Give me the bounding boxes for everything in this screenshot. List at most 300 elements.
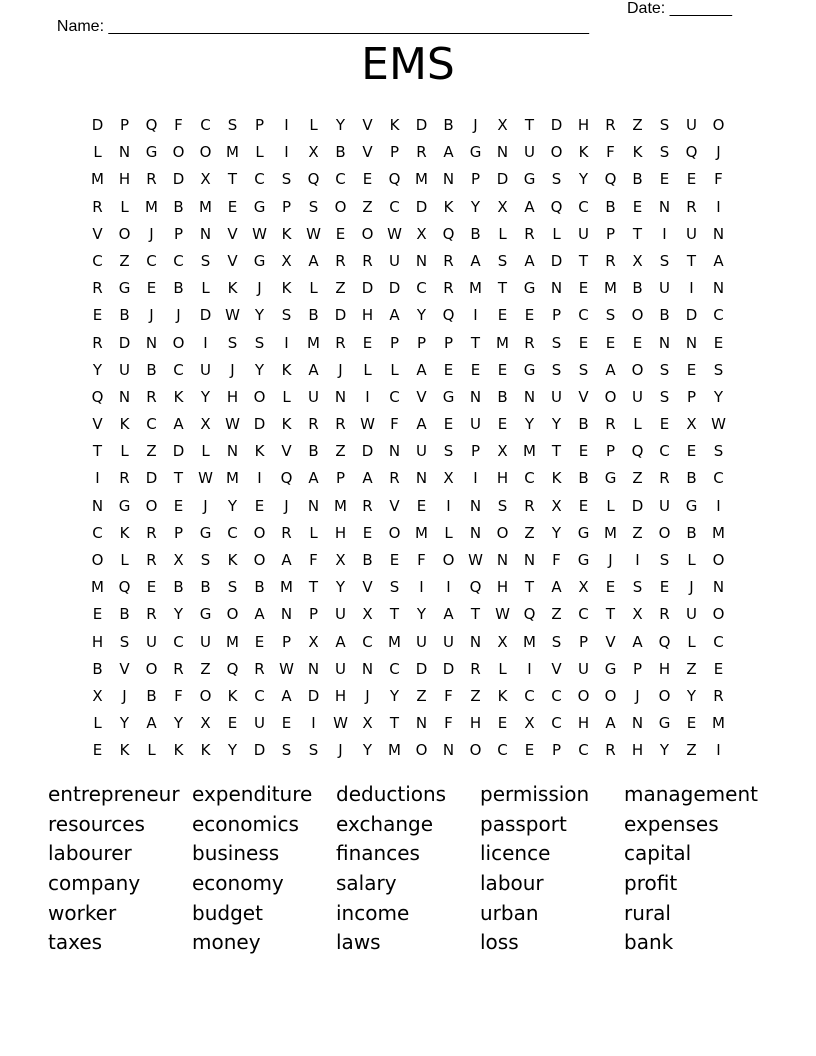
grid-letter: G — [199, 523, 212, 542]
grid-letter: K — [254, 442, 265, 461]
grid-letter: V — [227, 251, 238, 270]
grid-letter: G — [604, 659, 617, 678]
grid-letter: X — [632, 605, 643, 624]
grid-row — [84, 166, 732, 193]
grid-letter: F — [444, 714, 453, 733]
grid-letter: G — [469, 143, 482, 162]
grid-letter: T — [173, 469, 184, 488]
grid-letter: N — [658, 333, 671, 352]
grid-letter: Q — [145, 116, 158, 134]
grid-letter: T — [524, 116, 535, 134]
grid-letter: C — [578, 306, 589, 325]
grid-letter: R — [146, 523, 157, 542]
grid-letter: X — [497, 197, 508, 216]
grid-letter: O — [658, 523, 671, 542]
grid-row — [84, 574, 732, 601]
grid-letter: L — [120, 442, 129, 461]
grid-letter: L — [498, 659, 507, 678]
grid-letter: E — [605, 333, 616, 352]
grid-letter: B — [146, 360, 157, 379]
grid-letter: Z — [119, 251, 130, 270]
grid-letter: R — [605, 415, 616, 434]
grid-letter: N — [280, 605, 293, 624]
grid-letter: I — [527, 659, 532, 678]
grid-letter: N — [523, 551, 536, 569]
grid-letter: Z — [686, 741, 697, 760]
grid-letter: P — [389, 143, 400, 162]
grid-row — [84, 493, 732, 520]
grid-letter: Z — [362, 197, 373, 216]
grid-letter: Q — [91, 387, 104, 406]
grid-letter: A — [443, 605, 454, 624]
grid-letter: D — [145, 469, 158, 488]
grid-letter: J — [716, 143, 721, 162]
grid-letter: E — [173, 496, 184, 515]
grid-letter: E — [578, 442, 589, 461]
grid-letter: X — [551, 496, 562, 515]
word-list-item: licence — [480, 841, 551, 866]
word-list-item: entrepreneur — [48, 782, 180, 806]
grid-letter: J — [257, 279, 262, 298]
grid-letter: O — [577, 686, 590, 705]
grid-letter: Z — [686, 659, 697, 678]
grid-letter: O — [199, 686, 212, 705]
grid-letter: J — [149, 224, 154, 243]
grid-letter: P — [173, 224, 184, 243]
grid-letter: M — [469, 279, 482, 298]
grid-letter: R — [713, 686, 724, 705]
grid-letter: Q — [685, 143, 698, 162]
grid-letter: K — [200, 741, 211, 760]
grid-letter: L — [552, 224, 561, 243]
grid-letter: J — [689, 578, 694, 597]
grid-letter: L — [120, 197, 129, 216]
grid-letter: M — [307, 333, 320, 352]
grid-letter: O — [631, 360, 644, 379]
word-list-item: loss — [480, 930, 519, 955]
grid-letter: J — [338, 741, 343, 760]
grid-letter: T — [578, 251, 589, 270]
word-list-item: finances — [336, 841, 420, 866]
grid-letter: X — [335, 551, 346, 569]
grid-letter: N — [145, 333, 158, 352]
grid-letter: S — [227, 116, 238, 134]
grid-letter: M — [280, 578, 293, 597]
grid-letter: R — [308, 415, 319, 434]
grid-letter: R — [605, 251, 616, 270]
grid-letter: E — [416, 496, 427, 515]
grid-letter: L — [444, 523, 453, 542]
grid-letter: E — [389, 551, 400, 569]
grid-letter: U — [254, 714, 265, 733]
grid-letter: F — [174, 116, 183, 134]
grid-letter: R — [524, 333, 535, 352]
grid-letter: B — [362, 551, 373, 569]
grid-letter: S — [551, 333, 562, 352]
grid-letter: N — [442, 170, 455, 189]
grid-letter: Q — [469, 578, 482, 597]
grid-letter: S — [713, 360, 724, 379]
grid-letter: N — [469, 387, 482, 406]
grid-letter: T — [632, 224, 643, 243]
grid-letter: U — [119, 360, 130, 379]
word-list-item: money — [192, 930, 261, 955]
grid-letter: V — [416, 387, 427, 406]
grid-letter: L — [255, 143, 264, 162]
grid-letter: H — [577, 116, 590, 134]
grid-letter: N — [226, 442, 239, 461]
grid-letter: B — [605, 197, 616, 216]
grid-letter: W — [711, 415, 726, 434]
grid-letter: I — [473, 469, 478, 488]
grid-letter: E — [659, 170, 670, 189]
grid-letter: O — [388, 523, 401, 542]
grid-row — [84, 737, 732, 764]
grid-letter: M — [199, 197, 212, 216]
grid-letter: C — [389, 387, 400, 406]
grid-letter: K — [227, 551, 238, 569]
grid-letter: C — [497, 741, 508, 760]
word-list-item: economy — [192, 871, 284, 896]
grid-letter: P — [605, 442, 616, 461]
grid-letter: E — [659, 415, 670, 434]
grid-letter: S — [605, 306, 616, 325]
grid-letter: N — [118, 143, 131, 162]
grid-letter: P — [470, 170, 481, 189]
grid-letter: S — [200, 551, 211, 569]
grid-letter: L — [498, 224, 507, 243]
grid-letter: R — [362, 251, 373, 270]
grid-letter: X — [416, 224, 427, 243]
word-list-item: laws — [336, 930, 381, 955]
grid-letter: Z — [416, 686, 427, 705]
grid-letter: M — [523, 442, 536, 461]
grid-letter: E — [497, 306, 508, 325]
grid-letter: X — [362, 605, 373, 624]
grid-letter: E — [362, 170, 373, 189]
grid-row — [84, 194, 732, 221]
grid-letter: T — [524, 578, 535, 597]
grid-letter: G — [442, 387, 455, 406]
grid-letter: J — [608, 551, 613, 569]
grid-letter: E — [713, 659, 724, 678]
grid-letter: T — [470, 605, 481, 624]
grid-letter: D — [631, 496, 644, 515]
grid-letter: Z — [470, 686, 481, 705]
grid-letter: I — [716, 741, 721, 760]
grid-letter: B — [308, 306, 319, 325]
word-list-item: capital — [624, 841, 692, 866]
word-list-item: resources — [48, 811, 145, 836]
grid-letter: R — [173, 659, 184, 678]
grid-letter: K — [632, 143, 643, 162]
grid-letter: G — [658, 714, 671, 733]
word-list-item: urban — [480, 900, 539, 925]
grid-letter: K — [227, 686, 238, 705]
grid-letter: I — [446, 496, 451, 515]
word-list-item: income — [336, 900, 410, 925]
grid-letter: W — [333, 714, 348, 733]
grid-letter: P — [686, 387, 697, 406]
grid-letter: T — [308, 578, 319, 597]
grid-letter: K — [173, 741, 184, 760]
grid-letter: S — [659, 360, 670, 379]
grid-letter: F — [174, 686, 183, 705]
grid-letter: Q — [631, 442, 644, 461]
grid-letter: X — [362, 714, 373, 733]
grid-letter: Y — [551, 523, 562, 542]
grid-letter: N — [307, 496, 320, 515]
grid-letter: Y — [578, 170, 589, 189]
grid-letter: B — [92, 659, 103, 678]
grid-letter: F — [714, 170, 723, 189]
word-list-item: company — [48, 871, 141, 896]
grid-letter: R — [281, 523, 292, 542]
grid-letter: O — [145, 659, 158, 678]
grid-letter: J — [284, 496, 289, 515]
grid-letter: S — [119, 632, 130, 651]
grid-letter: W — [468, 551, 483, 569]
grid-letter: L — [282, 387, 291, 406]
grid-letter: O — [334, 197, 347, 216]
grid-letter: Z — [632, 469, 643, 488]
grid-letter: M — [226, 469, 239, 488]
grid-letter: X — [173, 551, 184, 569]
grid-row — [84, 547, 732, 574]
grid-letter: D — [253, 741, 266, 760]
grid-letter: S — [281, 741, 292, 760]
grid-letter: D — [253, 415, 266, 434]
grid-letter: H — [658, 659, 671, 678]
grid-letter: G — [199, 605, 212, 624]
grid-letter: U — [335, 659, 346, 678]
grid-letter: V — [605, 632, 616, 651]
grid-letter: P — [119, 116, 130, 134]
word-list-item: profit — [624, 871, 678, 896]
grid-letter: L — [390, 360, 399, 379]
grid-letter: C — [416, 279, 427, 298]
grid-letter: C — [362, 632, 373, 651]
grid-letter: O — [604, 387, 617, 406]
grid-letter: L — [309, 116, 318, 134]
grid-letter: Y — [713, 387, 724, 406]
grid-letter: M — [226, 632, 239, 651]
grid-letter: O — [604, 686, 617, 705]
grid-letter: A — [443, 143, 454, 162]
grid-letter: A — [416, 415, 427, 434]
grid-letter: W — [279, 659, 294, 678]
grid-letter: J — [203, 496, 208, 515]
grid-letter: S — [227, 578, 238, 597]
grid-letter: D — [118, 333, 131, 352]
grid-letter: B — [173, 578, 184, 597]
grid-letter: I — [716, 197, 721, 216]
grid-letter: A — [146, 714, 157, 733]
grid-letter: D — [91, 116, 104, 134]
grid-letter: H — [226, 387, 239, 406]
grid-letter: D — [550, 116, 563, 134]
grid-letter: U — [308, 387, 319, 406]
grid-letter: E — [632, 333, 643, 352]
grid-letter: K — [119, 523, 130, 542]
grid-letter: C — [524, 469, 535, 488]
grid-letter: M — [604, 523, 617, 542]
grid-row — [84, 139, 732, 166]
grid-letter: W — [387, 224, 402, 243]
grid-letter: H — [334, 686, 347, 705]
grid-letter: S — [281, 306, 292, 325]
grid-letter: J — [176, 306, 181, 325]
grid-letter: K — [443, 197, 454, 216]
grid-letter: N — [469, 523, 482, 542]
grid-letter: T — [227, 170, 238, 189]
grid-letter: Q — [226, 659, 239, 678]
grid-letter: B — [173, 197, 184, 216]
grid-letter: R — [416, 143, 427, 162]
grid-letter: S — [659, 116, 670, 134]
grid-letter: N — [550, 279, 563, 298]
grid-letter: R — [524, 224, 535, 243]
grid-letter: M — [334, 496, 347, 515]
grid-letter: C — [524, 686, 535, 705]
grid-letter: E — [659, 578, 670, 597]
grid-letter: D — [172, 170, 185, 189]
grid-row — [84, 302, 732, 329]
grid-letter: B — [443, 116, 454, 134]
grid-letter: Q — [658, 632, 671, 651]
grid-letter: O — [172, 143, 185, 162]
grid-letter: E — [254, 632, 265, 651]
word-list-item: labour — [480, 871, 544, 896]
grid-letter: Y — [200, 387, 211, 406]
grid-letter: K — [281, 224, 292, 243]
grid-letter: X — [200, 415, 211, 434]
grid-letter: O — [253, 387, 266, 406]
grid-row — [84, 357, 732, 384]
grid-letter: N — [631, 714, 644, 733]
grid-letter: C — [713, 306, 724, 325]
grid-letter: Y — [254, 306, 265, 325]
grid-letter: U — [632, 387, 643, 406]
grid-letter: P — [254, 116, 265, 134]
grid-letter: G — [604, 469, 617, 488]
grid-letter: E — [578, 496, 589, 515]
word-list-item: passport — [480, 811, 567, 836]
grid-letter: N — [442, 741, 455, 760]
grid-letter: F — [417, 551, 426, 569]
page-title: EMS — [361, 39, 455, 90]
grid-letter: Y — [362, 741, 373, 760]
word-list-item: exchange — [336, 811, 434, 836]
grid-letter: E — [497, 714, 508, 733]
grid-letter: A — [605, 714, 616, 733]
grid-letter: N — [523, 387, 536, 406]
grid-letter: H — [631, 741, 644, 760]
grid-letter: W — [495, 605, 510, 624]
grid-letter: T — [551, 442, 562, 461]
grid-row — [84, 411, 732, 438]
grid-letter: J — [365, 686, 370, 705]
grid-row — [84, 601, 732, 628]
grid-letter: R — [362, 496, 373, 515]
grid-letter: S — [308, 741, 319, 760]
grid-letter: J — [230, 360, 235, 379]
word-list-item: labourer — [48, 841, 132, 866]
grid-letter: I — [446, 578, 451, 597]
grid-letter: U — [335, 605, 346, 624]
grid-letter: C — [551, 714, 562, 733]
grid-letter: C — [551, 686, 562, 705]
grid-letter: Q — [280, 469, 293, 488]
grid-letter: T — [389, 605, 400, 624]
grid-letter: V — [362, 143, 373, 162]
grid-letter: P — [551, 306, 562, 325]
grid-letter: C — [389, 197, 400, 216]
grid-letter: U — [686, 605, 697, 624]
grid-letter: P — [578, 632, 589, 651]
grid-letter: X — [497, 442, 508, 461]
grid-letter: N — [118, 387, 131, 406]
grid-letter: G — [523, 279, 536, 298]
grid-letter: R — [605, 741, 616, 760]
grid-letter: C — [578, 605, 589, 624]
grid-letter: U — [470, 415, 481, 434]
grid-letter: W — [225, 415, 240, 434]
grid-letter: B — [146, 686, 157, 705]
grid-letter: F — [552, 551, 561, 569]
grid-letter: Y — [551, 415, 562, 434]
grid-letter: E — [686, 360, 697, 379]
grid-letter: G — [577, 523, 590, 542]
grid-letter: P — [173, 523, 184, 542]
grid-letter: S — [443, 442, 454, 461]
grid-letter: P — [632, 659, 643, 678]
grid-letter: D — [361, 279, 374, 298]
grid-letter: J — [149, 306, 154, 325]
grid-letter: C — [92, 251, 103, 270]
grid-letter: K — [497, 686, 508, 705]
grid-letter: Z — [551, 605, 562, 624]
grid-letter: I — [95, 469, 100, 488]
grid-letter: L — [93, 714, 102, 733]
grid-letter: G — [577, 551, 590, 569]
grid-letter: P — [335, 469, 346, 488]
grid-letter: R — [686, 197, 697, 216]
grid-letter: E — [146, 578, 157, 597]
grid-letter: R — [254, 659, 265, 678]
grid-letter: C — [335, 170, 346, 189]
grid-letter: A — [524, 251, 535, 270]
grid-letter: E — [524, 741, 535, 760]
grid-letter: Y — [119, 714, 130, 733]
grid-letter: X — [92, 686, 103, 705]
grid-letter: S — [254, 333, 265, 352]
grid-letter: Z — [632, 116, 643, 134]
grid-letter: C — [578, 741, 589, 760]
grid-row — [84, 710, 732, 737]
grid-letter: A — [308, 251, 319, 270]
grid-letter: R — [92, 197, 103, 216]
grid-letter: E — [254, 496, 265, 515]
grid-letter: B — [632, 170, 643, 189]
grid-letter: G — [118, 496, 131, 515]
grid-letter: C — [200, 116, 211, 134]
grid-letter: W — [252, 224, 267, 243]
grid-letter: R — [659, 605, 670, 624]
grid-letter: D — [415, 197, 428, 216]
grid-letter: B — [497, 387, 508, 406]
grid-letter: P — [416, 333, 427, 352]
